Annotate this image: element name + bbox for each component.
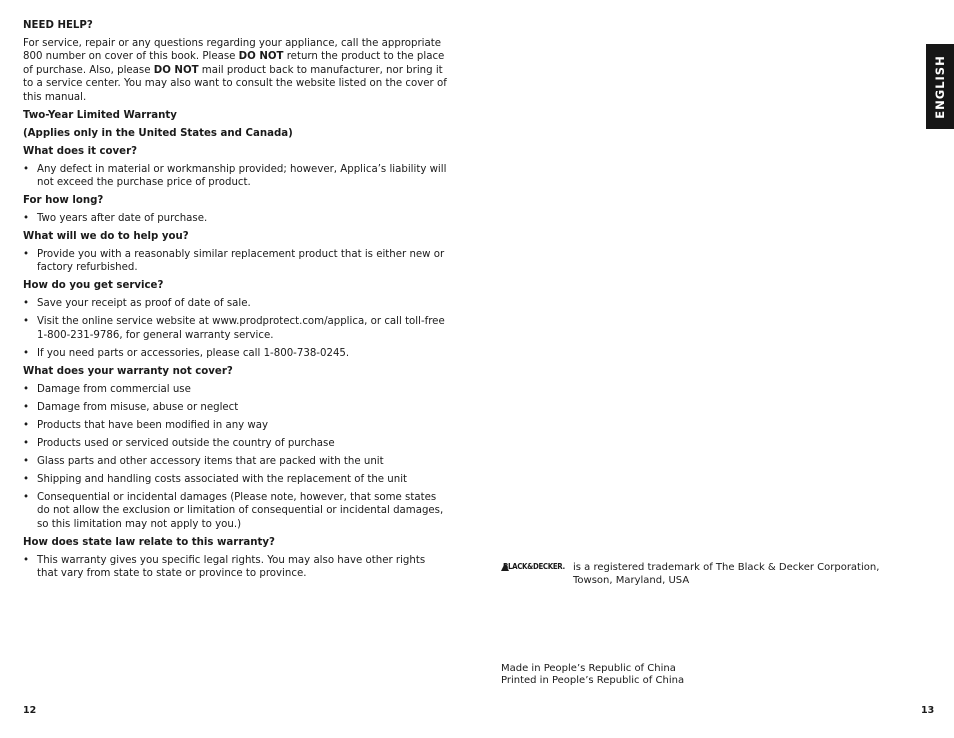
warranty-scope: (Applies only in the United States and Canada) <box>23 127 293 139</box>
bullet-item <box>23 554 449 581</box>
bullet-item <box>23 473 449 486</box>
bullet-text: Save your receipt as proof of date of sale. <box>37 298 251 310</box>
bullet-text: Products that have been modified in any way <box>37 419 269 431</box>
page-number-right: 13 <box>921 705 935 716</box>
bullet-icon: • <box>23 249 30 261</box>
origin-notice <box>501 663 684 688</box>
bullet-icon: • <box>23 383 30 395</box>
bullet-text: Any defect in material or workmanship provided; however, Applica’s liability will not exceed the purchase price of product. <box>37 163 447 189</box>
bullet-icon: • <box>23 491 30 503</box>
need-help-paragraph <box>23 37 449 104</box>
bullet-item <box>23 212 449 225</box>
language-tab <box>926 44 954 129</box>
section-heading: For how long? <box>23 195 104 207</box>
section-heading: How do you get service? <box>23 280 164 292</box>
bullet-icon: • <box>23 455 30 467</box>
section-heading: How does state law relate to this warranty? <box>23 536 275 548</box>
section-heading: What will we do to help you? <box>23 231 189 243</box>
bullet-text: Products used or serviced outside the country of purchase <box>37 437 335 449</box>
bullet-item <box>23 248 449 275</box>
need-help-heading: NEED HELP? <box>23 20 93 31</box>
bullet-item <box>23 491 449 531</box>
left-page-content <box>23 19 449 585</box>
bullet-icon: • <box>23 554 30 566</box>
bullet-text: Damage from commercial use <box>37 383 191 395</box>
warranty-sections <box>23 145 449 581</box>
bullet-icon: • <box>23 298 30 310</box>
bullet-item <box>23 315 449 342</box>
warranty-title: Two-Year Limited Warranty <box>23 109 177 121</box>
bullet-text: This warranty gives you specific legal rights. You may also have other rights that vary from state to state or province to province. <box>37 554 426 580</box>
bullet-text: If you need parts or accessories, please call 1-800-738-0245. <box>37 347 350 359</box>
bullet-text: Provide you with a reasonably similar replacement product that is either new or factory refurbished. <box>37 249 445 274</box>
bullet-icon: • <box>23 473 30 485</box>
bullet-icon: • <box>23 437 30 449</box>
bullet-item <box>23 163 449 190</box>
bullet-text: Damage from misuse, abuse or neglect <box>37 401 239 413</box>
section-heading: What does your warranty not cover? <box>23 365 233 377</box>
bullet-item <box>23 419 449 432</box>
do-not-emphasis-2: DO NOT <box>153 64 199 76</box>
bullet-icon: • <box>23 419 30 431</box>
bullet-text: Two years after date of purchase. <box>37 213 208 225</box>
page-number-left: 12 <box>23 705 37 716</box>
bullet-item <box>23 401 449 414</box>
need-help-text-2: return the product to the place of purchase. Also, please <box>23 51 445 76</box>
bullet-text: Visit the online service website at www.prodprotect.com/applica, or call toll-free 1-800-231-9786, for general warranty service. <box>37 316 445 341</box>
logo-wordmark: BLACK&DECKER. <box>503 561 565 571</box>
bullet-item <box>23 297 449 310</box>
bullet-item <box>23 455 449 468</box>
need-help-text-3: mail product back to manufacturer, nor bring it to a service center. You may also want to consult the website listed on the cover of this manual. <box>23 64 447 103</box>
trademark-notice <box>501 562 901 588</box>
black-and-decker-logo <box>501 562 571 572</box>
bullet-icon: • <box>23 316 30 328</box>
bullet-text: Shipping and handling costs associated with the replacement of the unit <box>37 473 408 485</box>
printed-in-text: Printed in People’s Republic of China <box>501 675 685 687</box>
made-in-text: Made in People’s Republic of China <box>501 663 676 674</box>
section-heading: What does it cover? <box>23 145 138 157</box>
language-tab-label: ENGLISH <box>933 54 947 119</box>
need-help-text-1: For service, repair or any questions regarding your appliance, call the appropriate 800 number on cover of this book. Please <box>23 38 442 63</box>
bullet-icon: • <box>23 347 30 359</box>
bullet-item <box>23 437 449 450</box>
bullet-item <box>23 383 449 396</box>
bullet-icon: • <box>23 163 30 175</box>
trademark-line-2: Towson, Maryland, USA <box>573 574 690 586</box>
trademark-line-1: is a registered trademark of The Black & Decker Corporation, <box>573 562 880 573</box>
bullet-item <box>23 347 449 360</box>
bullet-icon: • <box>23 401 30 413</box>
do-not-emphasis-1: DO NOT <box>238 51 284 63</box>
bullet-text: Glass parts and other accessory items that are packed with the unit <box>37 455 384 467</box>
bullet-icon: • <box>23 213 30 225</box>
bullet-text: Consequential or incidental damages (Please note, however, that some states do not allow the exclusion or limitation of consequential or incidental damages, so this limitation may not apply to you.) <box>37 491 444 530</box>
